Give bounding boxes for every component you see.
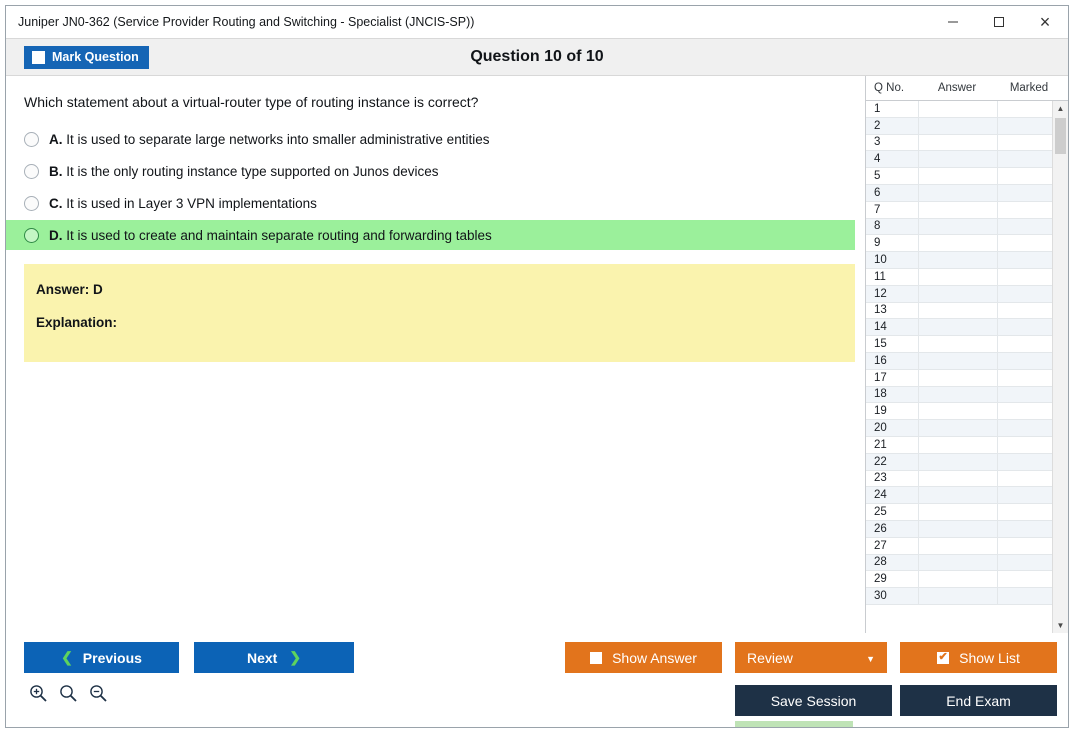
question-list-row[interactable] xyxy=(866,588,1052,605)
question-list-row[interactable] xyxy=(866,437,1052,454)
question-list-row[interactable] xyxy=(866,571,1052,588)
question-list-row[interactable] xyxy=(866,420,1052,437)
options-list xyxy=(6,124,865,250)
marked-cell xyxy=(997,151,1052,167)
answer-cell xyxy=(918,336,997,352)
question-list-row[interactable] xyxy=(866,336,1052,353)
review-dropdown-button[interactable] xyxy=(735,642,887,673)
answer-cell xyxy=(918,235,997,251)
question-text: Which statement about a virtual-router type of routing instance is correct? xyxy=(24,94,479,110)
marked-cell xyxy=(997,471,1052,487)
option-letter-c: C. xyxy=(49,195,63,211)
answer-cell xyxy=(918,420,997,436)
radio-icon-a[interactable] xyxy=(24,132,39,147)
question-number-cell: 1 xyxy=(874,102,881,115)
question-number-cell: 12 xyxy=(874,287,887,300)
marked-cell xyxy=(997,571,1052,587)
check-icon: ✔ xyxy=(938,651,948,663)
next-button[interactable] xyxy=(194,642,354,673)
question-list-row[interactable] xyxy=(866,387,1052,404)
option-label-d xyxy=(49,228,492,243)
question-list-row[interactable] xyxy=(866,168,1052,185)
question-header xyxy=(6,38,1068,76)
marked-cell xyxy=(997,454,1052,470)
mark-question-checkbox-icon[interactable] xyxy=(32,51,45,64)
answer-cell xyxy=(918,185,997,201)
previous-label: Previous xyxy=(82,649,142,666)
question-number-cell: 7 xyxy=(874,203,881,216)
answer-cell xyxy=(918,504,997,520)
question-number-cell: 24 xyxy=(874,489,887,502)
answer-cell xyxy=(918,454,997,470)
question-list-row[interactable] xyxy=(866,319,1052,336)
zoom-reset-icon[interactable] xyxy=(58,683,78,703)
answer-cell xyxy=(918,286,997,302)
marked-cell xyxy=(997,101,1052,117)
minimize-icon[interactable] xyxy=(930,7,976,38)
marked-cell xyxy=(997,403,1052,419)
answer-cell xyxy=(918,269,997,285)
marked-cell xyxy=(997,135,1052,151)
question-number-cell: 10 xyxy=(874,254,887,267)
end-exam-label: End Exam xyxy=(946,692,1011,709)
question-number-cell: 19 xyxy=(874,405,887,418)
window-title: Juniper JN0-362 (Service Provider Routing and Switching - Specialist (JNCIS-SP)) xyxy=(18,15,475,29)
question-list-row[interactable] xyxy=(866,151,1052,168)
question-number-cell: 26 xyxy=(874,522,887,535)
question-list-row[interactable] xyxy=(866,353,1052,370)
answer-label: Answer: D xyxy=(36,282,103,297)
question-number-cell: 23 xyxy=(874,472,887,485)
marked-cell xyxy=(997,420,1052,436)
next-label: Next xyxy=(246,649,278,666)
question-list-row[interactable] xyxy=(866,135,1052,152)
answer-cell xyxy=(918,555,997,571)
answer-cell xyxy=(918,571,997,587)
question-list-body xyxy=(866,101,1068,633)
question-number-cell: 18 xyxy=(874,388,887,401)
question-number-cell: 27 xyxy=(874,539,887,552)
question-list-row[interactable] xyxy=(866,454,1052,471)
answer-cell xyxy=(918,487,997,503)
radio-icon-b[interactable] xyxy=(24,164,39,179)
scroll-up-icon[interactable]: ▲ xyxy=(1056,104,1065,113)
status-indicator xyxy=(735,721,853,727)
question-number-cell: 2 xyxy=(874,119,881,132)
answer-cell xyxy=(918,437,997,453)
save-session-label: Save Session xyxy=(770,692,857,709)
question-number-cell: 29 xyxy=(874,573,887,586)
question-list-row[interactable] xyxy=(866,286,1052,303)
show-list-checkbox-icon[interactable] xyxy=(937,652,949,664)
exam-window xyxy=(5,5,1069,728)
marked-cell xyxy=(997,319,1052,335)
show-list-button[interactable] xyxy=(900,642,1057,673)
option-row-d[interactable] xyxy=(6,220,855,250)
question-number-cell: 30 xyxy=(874,590,887,602)
marked-cell xyxy=(997,336,1052,352)
question-list-row[interactable] xyxy=(866,118,1052,135)
marked-cell xyxy=(997,252,1052,268)
option-letter-b: B. xyxy=(49,163,63,179)
marked-cell xyxy=(997,370,1052,386)
question-list-row[interactable] xyxy=(866,303,1052,320)
title-bar xyxy=(6,6,1068,38)
previous-button[interactable] xyxy=(24,642,179,673)
mark-question-button[interactable] xyxy=(24,46,149,69)
radio-icon-c[interactable] xyxy=(24,196,39,211)
marked-cell xyxy=(997,538,1052,554)
zoom-controls xyxy=(28,683,108,703)
show-answer-label: Show Answer xyxy=(612,649,697,666)
answer-cell xyxy=(918,303,997,319)
question-list-row[interactable] xyxy=(866,504,1052,521)
question-list-row[interactable] xyxy=(866,370,1052,387)
question-list-scrollbar[interactable] xyxy=(1052,101,1068,633)
question-number-cell: 28 xyxy=(874,556,887,569)
chevron-right-icon: ❯ xyxy=(289,649,302,665)
zoom-in-icon[interactable] xyxy=(28,683,48,703)
marked-cell xyxy=(997,504,1052,520)
save-session-button[interactable] xyxy=(735,685,892,716)
marked-cell xyxy=(997,202,1052,218)
option-row-b[interactable] xyxy=(6,156,865,186)
question-list-row[interactable] xyxy=(866,235,1052,252)
question-number-cell: 4 xyxy=(874,153,881,166)
option-text-d: It is used to create and maintain separate routing and forwarding tables xyxy=(66,227,492,243)
answer-explanation-box xyxy=(24,264,855,362)
option-text-a: It is used to separate large networks into smaller administrative entities xyxy=(66,131,490,147)
scroll-down-icon[interactable]: ▼ xyxy=(1056,621,1065,630)
answer-cell xyxy=(918,353,997,369)
question-pane xyxy=(6,76,865,633)
option-label-b xyxy=(49,164,439,179)
marked-cell xyxy=(997,185,1052,201)
marked-cell xyxy=(997,437,1052,453)
question-number-cell: 16 xyxy=(874,354,887,367)
question-number-cell: 8 xyxy=(874,220,881,233)
option-label-a xyxy=(49,132,489,147)
answer-cell xyxy=(918,118,997,134)
option-row-a[interactable] xyxy=(6,124,865,154)
answer-cell xyxy=(918,521,997,537)
marked-cell xyxy=(997,588,1052,604)
answer-cell xyxy=(918,135,997,151)
question-number-cell: 11 xyxy=(874,270,886,283)
answer-cell xyxy=(918,101,997,117)
option-letter-a: A. xyxy=(49,131,63,147)
question-number-cell: 5 xyxy=(874,170,881,183)
marked-cell xyxy=(997,118,1052,134)
question-list-row[interactable] xyxy=(866,202,1052,219)
end-exam-button[interactable] xyxy=(900,685,1057,716)
question-list-row[interactable] xyxy=(866,185,1052,202)
marked-cell xyxy=(997,235,1052,251)
question-number-cell: 20 xyxy=(874,422,887,435)
question-number-cell: 13 xyxy=(874,304,887,317)
answer-cell xyxy=(918,219,997,235)
answer-cell xyxy=(918,471,997,487)
show-answer-button[interactable] xyxy=(565,642,722,673)
radio-icon-d[interactable] xyxy=(24,228,39,243)
question-number-cell: 3 xyxy=(874,136,881,149)
question-list-row[interactable] xyxy=(866,252,1052,269)
question-list-rows[interactable] xyxy=(866,101,1052,633)
question-number-cell: 17 xyxy=(874,371,887,384)
question-list-row[interactable] xyxy=(866,403,1052,420)
answer-cell xyxy=(918,252,997,268)
marked-cell xyxy=(997,487,1052,503)
show-answer-checkbox-icon[interactable] xyxy=(590,652,602,664)
marked-cell xyxy=(997,303,1052,319)
question-list-pane xyxy=(865,76,1068,633)
option-text-c: It is used in Layer 3 VPN implementations xyxy=(66,195,317,211)
marked-cell xyxy=(997,219,1052,235)
question-number-cell: 6 xyxy=(874,186,881,199)
answer-cell xyxy=(918,387,997,403)
marked-cell xyxy=(997,353,1052,369)
answer-cell xyxy=(918,202,997,218)
answer-cell xyxy=(918,168,997,184)
question-list-row[interactable] xyxy=(866,269,1052,286)
scrollbar-thumb[interactable] xyxy=(1055,118,1066,154)
close-icon[interactable]: × xyxy=(1039,12,1051,32)
question-number-cell: 9 xyxy=(874,237,881,250)
question-list-row[interactable] xyxy=(866,101,1052,118)
question-list-row[interactable] xyxy=(866,219,1052,236)
question-number-cell: 25 xyxy=(874,506,887,519)
review-label: Review xyxy=(747,649,793,666)
zoom-out-icon[interactable] xyxy=(88,683,108,703)
show-list-label: Show List xyxy=(959,649,1020,666)
question-number-cell: 15 xyxy=(874,338,887,351)
status-strip xyxy=(6,721,1068,727)
question-list-row[interactable] xyxy=(866,521,1052,538)
marked-cell xyxy=(997,387,1052,403)
question-list-row[interactable] xyxy=(866,471,1052,488)
question-counter: Question 10 of 10 xyxy=(470,48,604,65)
mark-question-label: Mark Question xyxy=(52,50,139,64)
option-row-c[interactable] xyxy=(6,188,865,218)
chevron-left-icon: ❮ xyxy=(61,649,73,665)
answer-cell xyxy=(918,403,997,419)
marked-cell xyxy=(997,286,1052,302)
question-list-row[interactable] xyxy=(866,538,1052,555)
answer-cell xyxy=(918,370,997,386)
question-number-cell: 22 xyxy=(874,455,887,468)
question-list-row[interactable] xyxy=(866,487,1052,504)
answer-cell xyxy=(918,319,997,335)
option-letter-d: D. xyxy=(49,227,63,243)
answer-cell xyxy=(918,538,997,554)
chevron-down-icon[interactable]: ▼ xyxy=(866,654,875,664)
footer-toolbar xyxy=(6,633,1068,727)
answer-cell xyxy=(918,151,997,167)
column-header-qno: Q No. xyxy=(874,82,905,94)
explanation-label: Explanation: xyxy=(36,315,118,330)
column-header-answer: Answer xyxy=(937,82,977,94)
question-list-header xyxy=(866,76,1068,101)
column-header-marked: Marked xyxy=(1009,82,1049,94)
option-text-b: It is the only routing instance type supported on Junos devices xyxy=(66,163,439,179)
question-number-cell: 14 xyxy=(874,321,887,334)
body-area xyxy=(6,76,1068,633)
marked-cell xyxy=(997,168,1052,184)
marked-cell xyxy=(997,555,1052,571)
marked-cell xyxy=(997,521,1052,537)
marked-cell xyxy=(997,269,1052,285)
question-list-row[interactable] xyxy=(866,555,1052,572)
maximize-icon[interactable] xyxy=(976,7,1022,38)
question-number-cell: 21 xyxy=(874,438,887,451)
answer-cell xyxy=(918,588,997,604)
option-label-c xyxy=(49,196,317,211)
